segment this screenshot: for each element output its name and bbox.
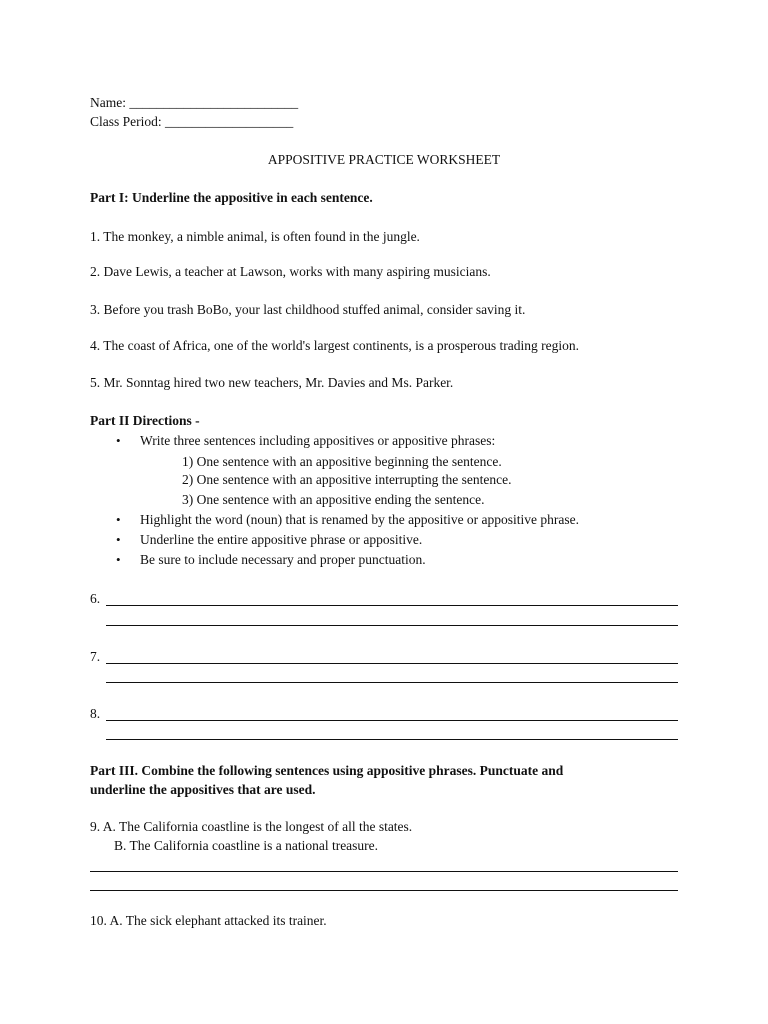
answer-number: 7. (90, 649, 101, 664)
answer-line (106, 682, 678, 683)
part1-heading: Part I: Underline the appositive in each sentence. (90, 190, 373, 205)
class-period-line (90, 114, 293, 130)
part1-sentence: 4. The coast of Africa, one of the world's largest continents, is a prosperous trading region. (90, 338, 579, 353)
part3-heading-line2: underline the appositives that are used. (90, 782, 316, 797)
part2-bullet-text: Highlight the word (noun) that is renamed by the appositive or appositive phrase. (140, 512, 580, 527)
part1-sentence: 3. Before you trash BoBo, your last childhood stuffed animal, consider saving it. (90, 302, 526, 317)
answer-line (106, 663, 678, 664)
bullet-icon: • (116, 532, 121, 547)
question-9b: B. The California coastline is a national treasure. (114, 838, 379, 853)
question-10a: 10. A. The sick elephant attacked its trainer. (90, 913, 327, 928)
part2-sub-item: 3) One sentence with an appositive ending the sentence. (182, 492, 485, 507)
answer-line (90, 871, 678, 872)
answer-number: 6. (90, 591, 101, 606)
bullet-icon: • (116, 512, 121, 527)
part1-sentence: 1. The monkey, a nimble animal, is often found in the jungle. (90, 229, 420, 244)
question-9a: 9. A. The California coastline is the longest of all the states. (90, 819, 413, 834)
name-blank: _________________________ (129, 95, 299, 110)
part2-bullet-text: Underline the entire appositive phrase or appositive. (140, 532, 423, 547)
answer-line (90, 890, 678, 891)
answer-number: 8. (90, 706, 101, 721)
part2-bullet-text: Be sure to include necessary and proper punctuation. (140, 552, 426, 567)
answer-line (106, 605, 678, 606)
part2-heading: Part II Directions - (90, 413, 200, 428)
part2-sub-item: 1) One sentence with an appositive beginning the sentence. (182, 454, 502, 469)
answer-line (106, 739, 678, 740)
name-line (90, 95, 298, 111)
name-label: Name: (90, 95, 126, 110)
class-period-blank: ___________________ (165, 114, 294, 129)
part1-sentence: 2. Dave Lewis, a teacher at Lawson, works with many aspiring musicians. (90, 264, 491, 279)
part3-heading-line1: Part III. Combine the following sentences using appositive phrases. Punctuate and (90, 763, 564, 778)
answer-line (106, 625, 678, 626)
answer-line (106, 720, 678, 721)
part2-bullet-text: Write three sentences including appositives or appositive phrases: (140, 433, 496, 448)
bullet-icon: • (116, 552, 121, 567)
part1-sentence: 5. Mr. Sonntag hired two new teachers, Mr. Davies and Ms. Parker. (90, 375, 454, 390)
worksheet-title: APPOSITIVE PRACTICE WORKSHEET (267, 152, 501, 167)
part2-sub-item: 2) One sentence with an appositive interrupting the sentence. (182, 472, 512, 487)
bullet-icon: • (116, 433, 121, 448)
class-period-label: Class Period: (90, 114, 162, 129)
